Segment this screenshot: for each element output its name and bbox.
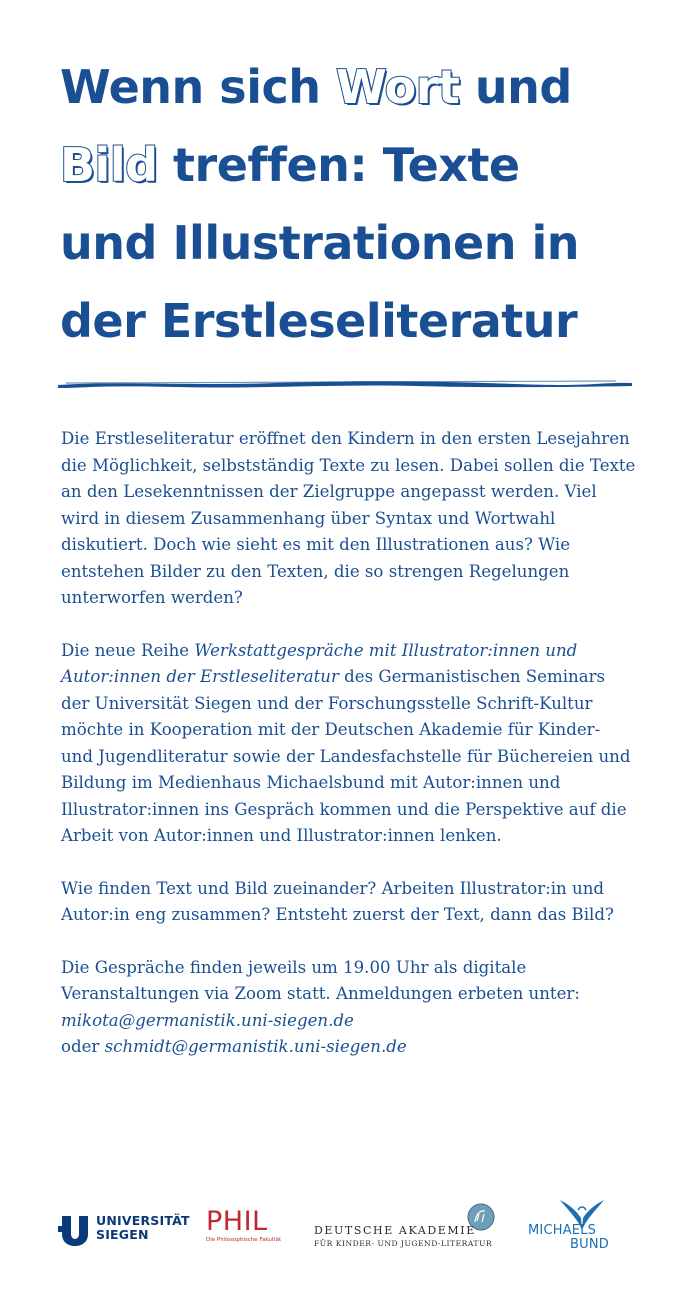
- logo-universitaet-siegen: [58, 1210, 188, 1250]
- series-text-rest: des Germanistischen Seminars der Universität Siegen und der Forschungsstelle Schrift-Kultur möchte in Kooperation mit der Deutschen Akademie für Kinder- und Jugendliteratur sowie der Landesfachstelle für Büchereien und Bildung im Medienhaus Michaelsbund mit Autor:innen und Illustrator:innen ins Gespräch kommen und die Perspektive auf die Arbeit von Autor:innen und Illustrator:innen lenken.: [61, 667, 631, 845]
- paragraph-series: [61, 638, 636, 850]
- email-link-mikota[interactable]: mikota@germanistik.uni-siegen.de: [61, 1010, 354, 1030]
- series-title: Werkstattgespräche mit Illustrator:innen und Autor:innen der Erstleseliteratur: [61, 640, 578, 686]
- logo-phil: [206, 1208, 292, 1252]
- university-siegen-mark-icon: [58, 1212, 92, 1246]
- uni-name-line1: UNIVERSITÄT: [96, 1213, 190, 1228]
- series-text-start: Die neue Reihe: [61, 640, 195, 660]
- akademie-name-line1: DEUTSCHE AKADEMIE: [314, 1224, 476, 1237]
- headline-line-1: [60, 48, 650, 126]
- headline-line-3: und Illustrationen in: [60, 216, 580, 270]
- phil-subtitle: Die Philosophische Fakultät: [206, 1237, 282, 1243]
- paragraph-intro: Die Erstleseliteratur eröffnet den Kindern in den ersten Lesejahren die Möglichkeit, selbstständig Texte zu lesen. Dabei sollen die Texte an den Lesekenntnissen der Zielgruppe angepasst werden. Viel wird in diesem Zusammenhang über Syntax und Wortwahl diskutiert. Doch wie sieht es mit den Illustrationen aus? Wie entstehen Bilder zu den Texten, die so strengen Regelungen unterworfen werden?: [61, 429, 636, 607]
- brush-stroke-divider: [56, 377, 634, 391]
- logo-michaelsbund: [528, 1196, 636, 1256]
- event-info-text: Die Gespräche finden jeweils um 19.00 Uhr als digitale Veranstaltungen via Zoom statt. Anmeldungen erbeten unter:: [61, 957, 580, 1003]
- headline-text: Wenn sich: [60, 60, 336, 114]
- headline-text: und: [459, 60, 572, 114]
- michaelsbund-line1: MICHAELS: [528, 1223, 597, 1238]
- email-link-schmidt[interactable]: schmidt@germanistik.uni-siegen.de: [104, 1037, 407, 1056]
- headline-word-wort: Wort: [336, 60, 460, 114]
- headline-line-4: der Erstleseliteratur: [60, 294, 578, 348]
- partner-logos: [58, 1196, 638, 1266]
- body-text: [61, 426, 636, 1073]
- paragraph-event-info: [61, 955, 636, 1061]
- akademie-name-line2: FÜR KINDER- UND JUGEND-LITERATUR: [314, 1239, 493, 1248]
- uni-name-line2: SIEGEN: [96, 1227, 149, 1242]
- headline-line-2: [60, 126, 650, 204]
- or-text: oder: [61, 1037, 105, 1056]
- phil-wordmark: PHIL: [206, 1206, 268, 1237]
- headline-text: treffen: Texte: [157, 138, 520, 192]
- headline-word-bild: Bild: [60, 138, 158, 192]
- headline: [60, 48, 650, 360]
- logo-deutsche-akademie: [314, 1202, 510, 1252]
- michaelsbund-line2: BUND: [570, 1237, 609, 1252]
- paragraph-questions: Wie finden Text und Bild zueinander? Arbeiten Illustrator:in und Autor:in eng zusammen? Entsteht zuerst der Text, dann das Bild?: [61, 878, 614, 924]
